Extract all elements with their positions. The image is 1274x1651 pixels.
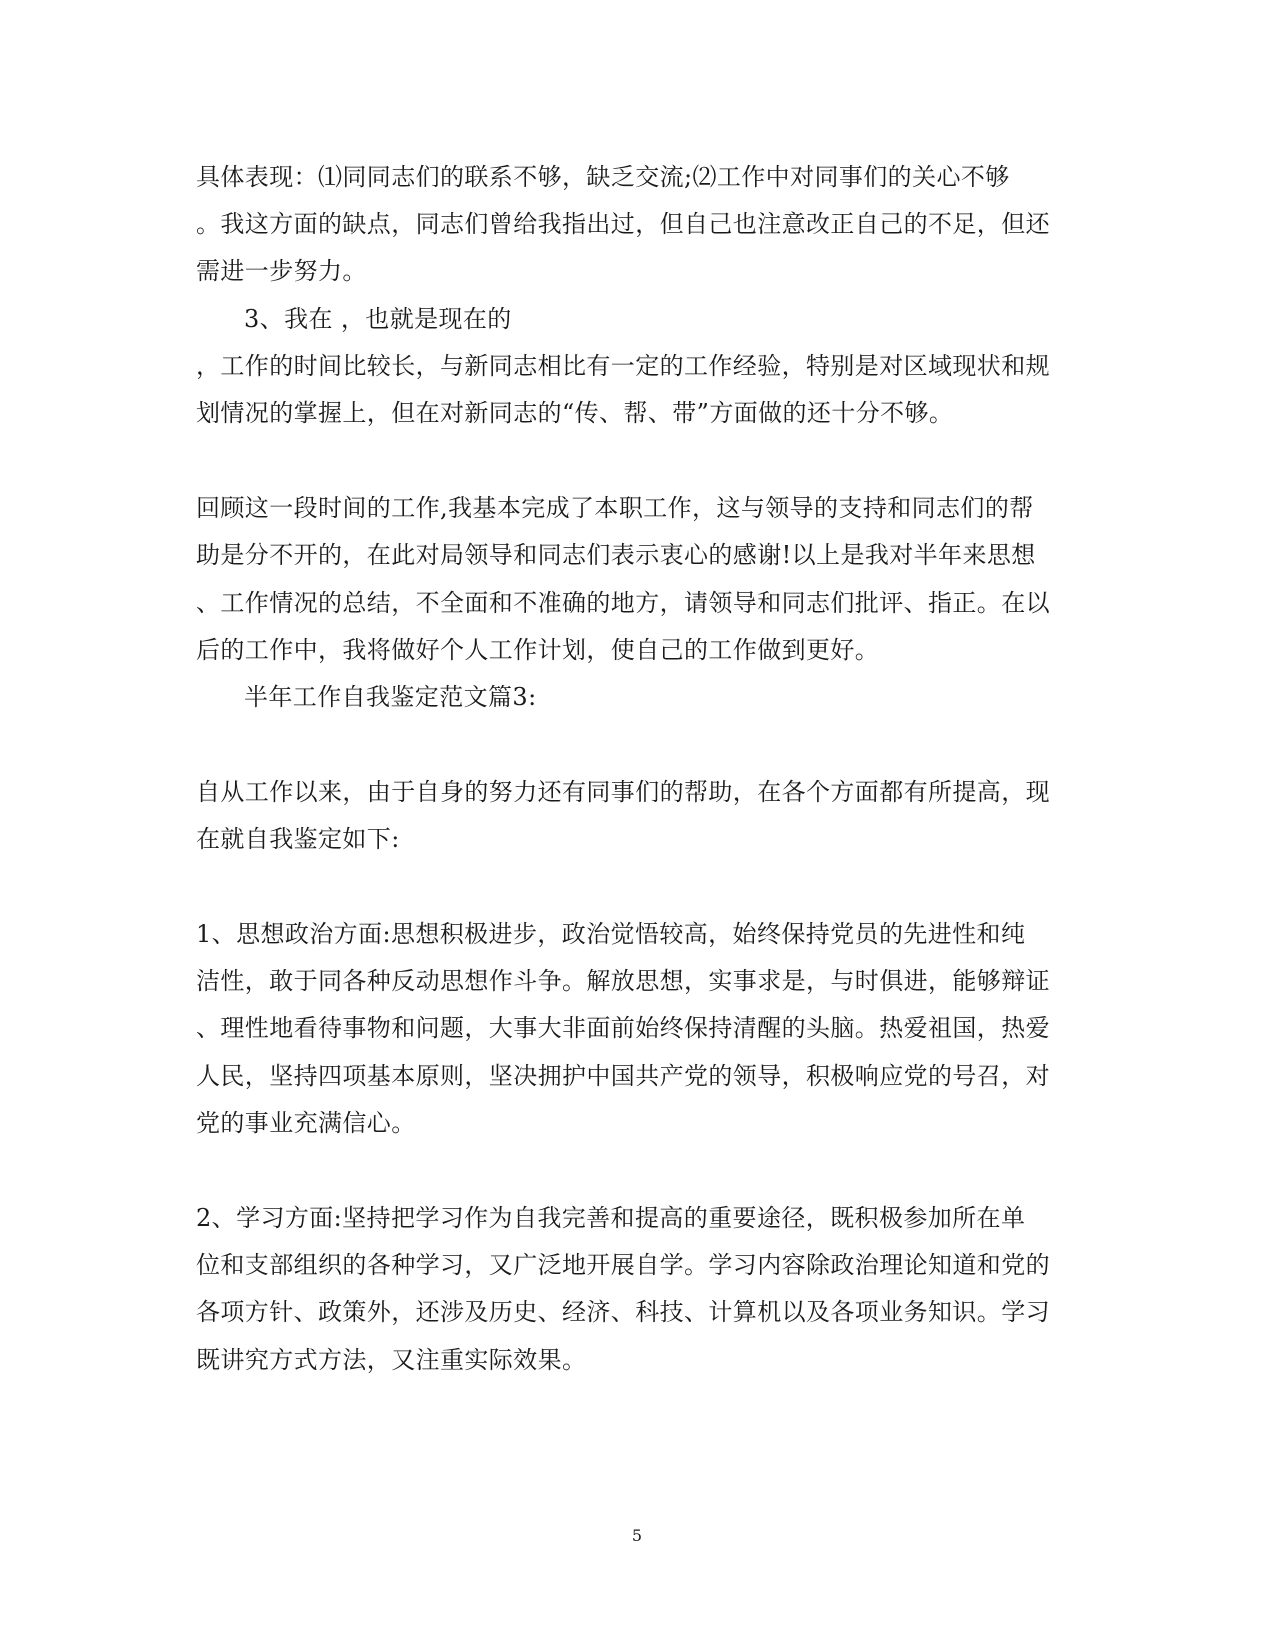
text-line: 需进一步努力。: [196, 257, 367, 285]
text-line: 、理性地看待事物和问题，大事大非面前始终保持清醒的头脑。热爱祖国，热爱: [196, 1014, 1050, 1042]
text-line: 洁性，敢于同各种反动思想作斗争。解放思想，实事求是，与时俱进，能够辩证: [196, 967, 1050, 995]
text-line: 在就自我鉴定如下:: [196, 825, 400, 853]
text-line: 各项方针、政策外，还涉及历史、经济、科技、计算机以及各项业务知识。学习: [196, 1298, 1050, 1326]
text-line: 党的事业充满信心。: [196, 1109, 416, 1137]
text-line: 3、我在 ，也就是现在的: [244, 305, 512, 333]
text-line: 位和支部组织的各种学习，又广泛地开展自学。学习内容除政治理论知道和党的: [196, 1251, 1050, 1279]
text-line: 。我这方面的缺点，同志们曾给我指出过，但自己也注意改正自己的不足，但还: [196, 210, 1050, 238]
text-line: 1、思想政治方面:思想积极进步，政治觉悟较高，始终保持党员的先进性和纯: [196, 920, 1026, 948]
text-line: 2、学习方面:坚持把学习作为自我完善和提高的重要途径，既积极参加所在单: [196, 1204, 1026, 1232]
section-heading: 半年工作自我鉴定范文篇3:: [244, 683, 537, 711]
text-line: 助是分不开的，在此对局领导和同志们表示衷心的感谢!以上是我对半年来思想: [196, 541, 1036, 569]
text-line: 回顾这一段时间的工作,我基本完成了本职工作，这与领导的支持和同志们的帮: [196, 494, 1034, 522]
text-line: 、工作情况的总结，不全面和不准确的地方，请领导和同志们批评、指正。在以: [196, 589, 1050, 617]
text-line: 后的工作中，我将做好个人工作计划，使自己的工作做到更好。: [196, 636, 880, 664]
text-line: 人民，坚持四项基本原则，坚决拥护中国共产党的领导，积极响应党的号召，对: [196, 1062, 1050, 1090]
text-line: 划情况的掌握上，但在对新同志的“传、帮、带”方面做的还十分不够。: [196, 399, 954, 427]
text-line: ，工作的时间比较长，与新同志相比有一定的工作经验，特别是对区域现状和规: [196, 352, 1050, 380]
text-line: 自从工作以来，由于自身的努力还有同事们的帮助，在各个方面都有所提高，现: [196, 778, 1050, 806]
text-line: 既讲究方式方法，又注重实际效果。: [196, 1346, 587, 1374]
page-number: 5: [631, 1526, 643, 1545]
text-line: 具体表现：⑴同同志们的联系不够，缺乏交流;⑵工作中对同事们的关心不够: [196, 163, 1010, 191]
